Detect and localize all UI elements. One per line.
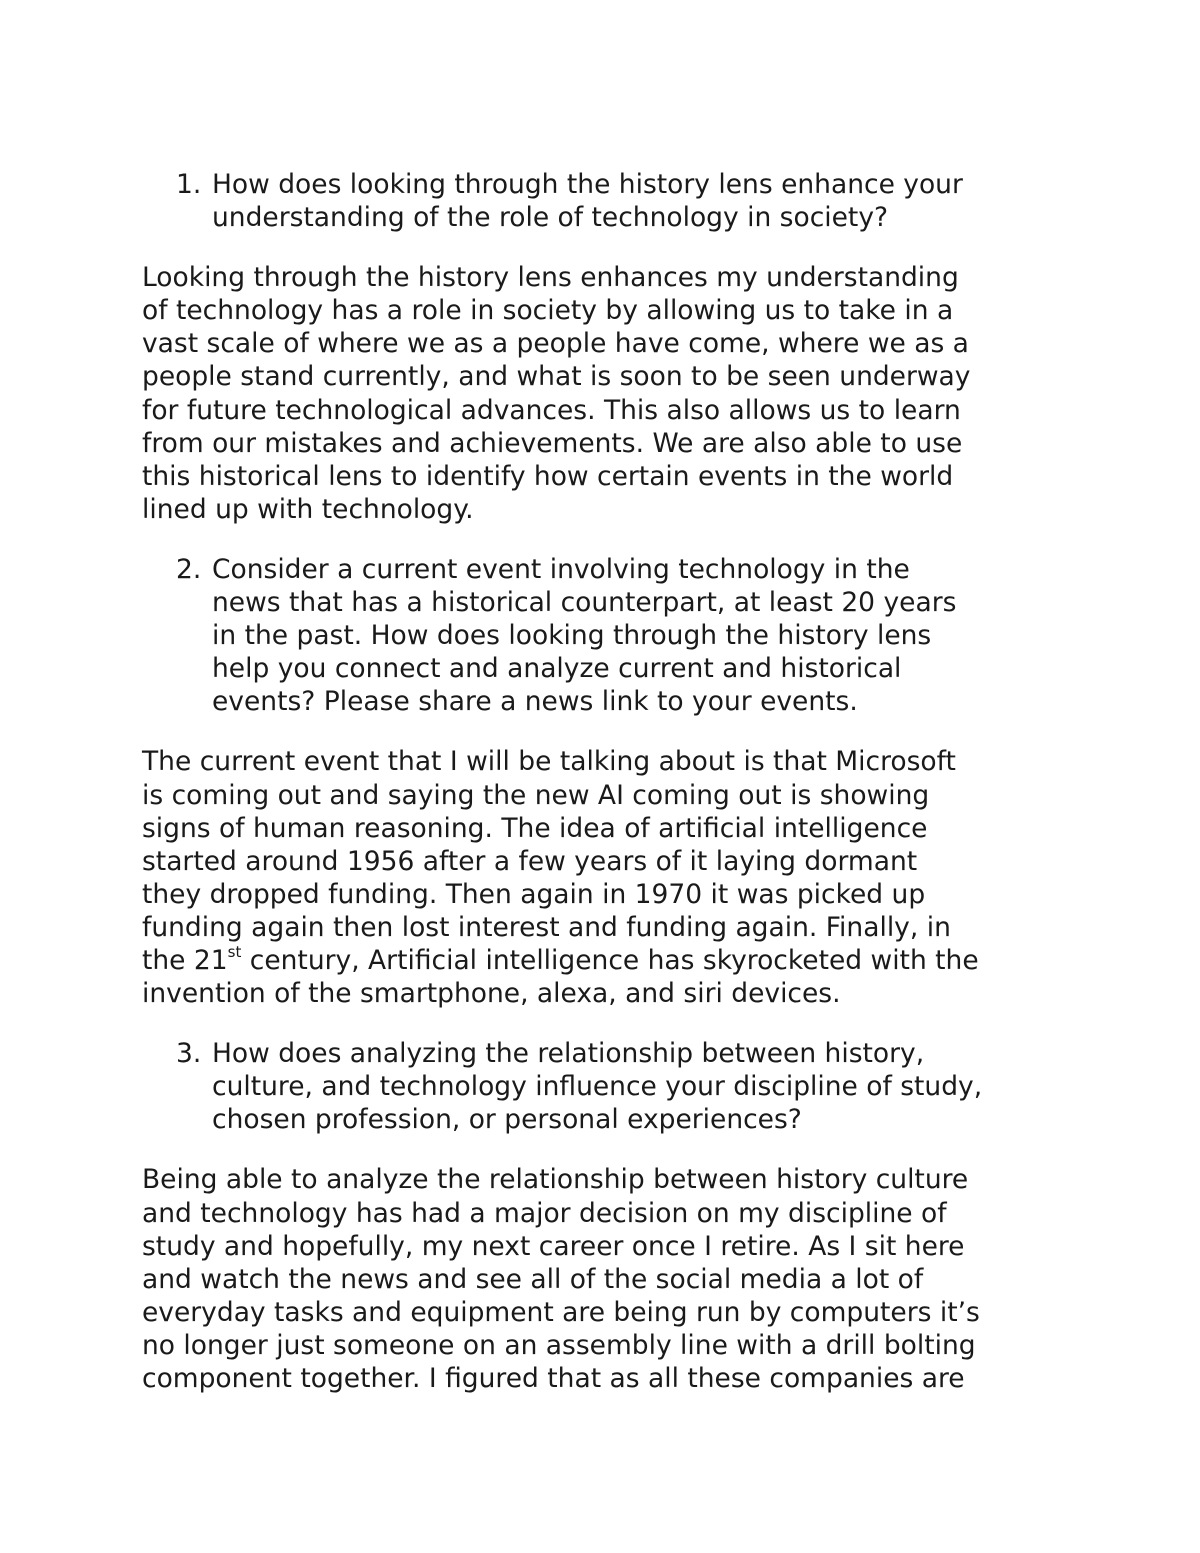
answer-line: this historical lens to identify how certain events in the world xyxy=(142,460,954,492)
answer-line: and technology has had a major decision on my discipline of xyxy=(142,1197,947,1229)
answer-line: invention of the smartphone, alexa, and siri devices. xyxy=(142,978,841,1010)
answer-line: lined up with technology. xyxy=(142,493,474,525)
answer-line: funding again then lost interest and funding again. Finally, in xyxy=(142,911,951,943)
question-line: How does looking through the history lens enhance your xyxy=(212,169,963,200)
question-number: 3. xyxy=(176,1038,202,1070)
answer-line: The current event that I will be talking about is that Microsoft xyxy=(142,746,956,778)
ordinal-superscript: st xyxy=(227,942,242,961)
answer-line: everyday tasks and equipment are being run by computers it’s xyxy=(142,1296,980,1328)
answer-2 xyxy=(142,745,1082,1010)
question-line: chosen profession, or personal experiences? xyxy=(212,1104,802,1136)
answer-line: is coming out and saying the new AI coming out is showing xyxy=(142,779,930,811)
answer-line: study and hopefully, my next career once I retire. As I sit here xyxy=(142,1230,965,1262)
document-page xyxy=(142,168,1082,1422)
answer-line: for future technological advances. This also allows us to learn xyxy=(142,394,961,426)
answer-line: signs of human reasoning. The idea of artificial intelligence xyxy=(142,812,928,844)
question-3 xyxy=(142,1037,1082,1136)
question-line: understanding of the role of technology in society? xyxy=(212,202,889,234)
question-line: culture, and technology influence your discipline of study, xyxy=(212,1071,983,1103)
answer-line: started around 1956 after a few years of it laying dormant xyxy=(142,845,918,877)
question-number: 1. xyxy=(176,169,202,200)
answer-line: from our mistakes and achievements. We are also able to use xyxy=(142,427,963,459)
answer-1 xyxy=(142,261,1082,526)
question-line: help you connect and analyze current and historical xyxy=(212,653,902,685)
question-number: 2. xyxy=(176,553,202,585)
answer-line: they dropped funding. Then again in 1970 it was picked up xyxy=(142,878,926,910)
answer-line: component together. I figured that as all these companies are xyxy=(142,1363,965,1394)
answer-text: the 21 xyxy=(142,944,228,976)
question-1 xyxy=(142,168,1082,234)
answer-line: vast scale of where we as a people have come, where we as a xyxy=(142,328,969,360)
answer-line: and watch the news and see all of the social media a lot of xyxy=(142,1263,924,1295)
question-2 xyxy=(142,553,1082,718)
answer-line: Being able to analyze the relationship between history culture xyxy=(142,1164,969,1196)
question-line: in the past. How does looking through the history lens xyxy=(212,620,932,652)
answer-text: century, Artificial intelligence has skyrocketed with the xyxy=(241,944,979,976)
question-line: How does analyzing the relationship between history, xyxy=(212,1038,925,1070)
answer-line: Looking through the history lens enhances my understanding xyxy=(142,262,959,294)
question-line: news that has a historical counterpart, at least 20 years xyxy=(212,587,957,619)
answer-line-with-superscript xyxy=(142,944,1082,977)
answer-line: of technology has a role in society by allowing us to take in a xyxy=(142,295,954,327)
question-line: Consider a current event involving technology in the xyxy=(212,553,910,585)
answer-line: no longer just someone on an assembly line with a drill bolting xyxy=(142,1329,976,1361)
answer-line: people stand currently, and what is soon to be seen underway xyxy=(142,361,971,393)
question-line: events? Please share a news link to your events. xyxy=(212,686,858,718)
answer-3 xyxy=(142,1163,1082,1395)
